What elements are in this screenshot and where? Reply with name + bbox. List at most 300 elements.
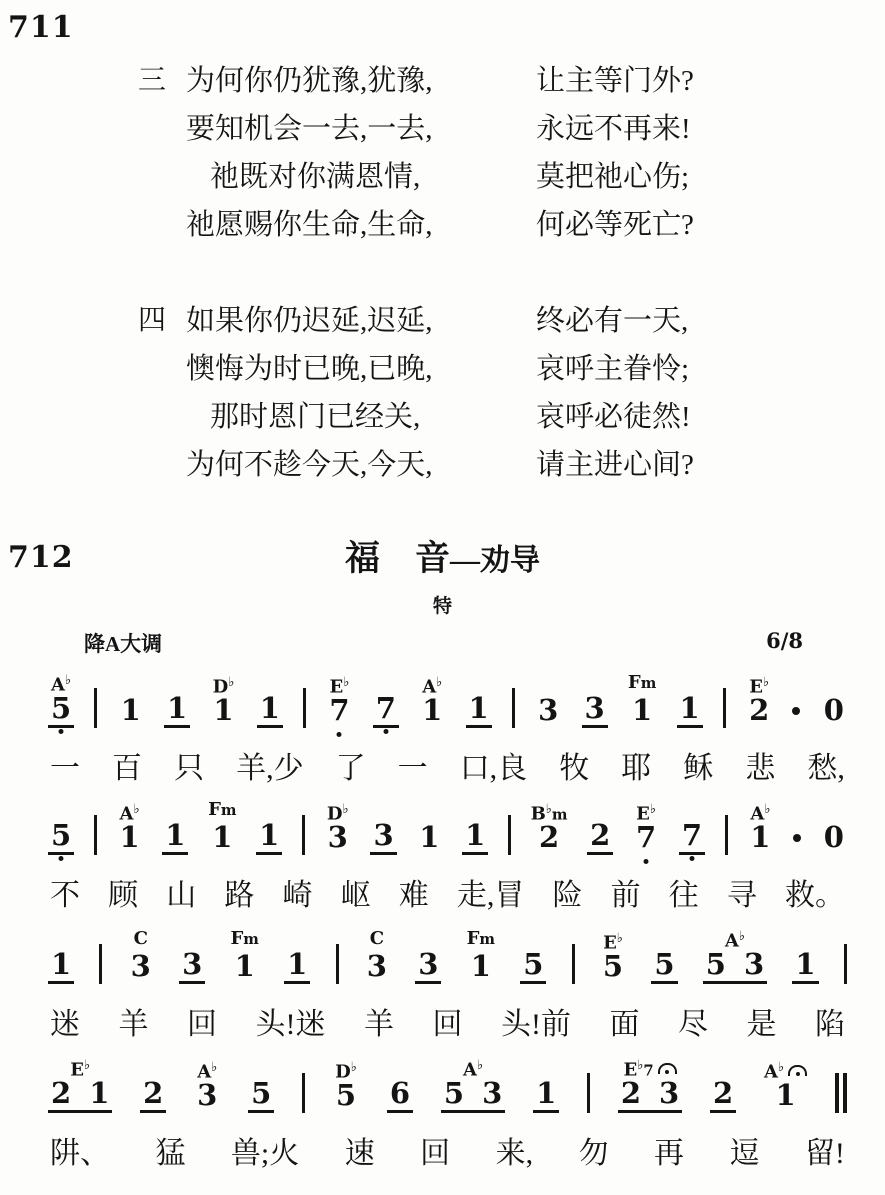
note-digit: 1 (462, 821, 488, 855)
hymn-711-number: 711 (8, 10, 74, 45)
note-digit: 6 (387, 1079, 413, 1113)
note-digit: 3 (659, 1075, 680, 1110)
chord-root: B (530, 802, 546, 824)
chord-label (213, 672, 235, 696)
lyric-syllable: 羊 (364, 1007, 394, 1041)
jianpu-note (140, 1075, 166, 1113)
barline (302, 1073, 305, 1113)
jianpu-note (419, 672, 445, 728)
lyric-syllable: 逗 (729, 1136, 760, 1170)
note-digit: 3 (415, 950, 441, 984)
note-digit: 1 (213, 692, 234, 727)
chord-root: D (212, 675, 229, 697)
lyric-syllable: 救。 (785, 878, 845, 912)
chord-label (197, 1057, 217, 1081)
chord-suffix: m (220, 801, 237, 819)
note-digit: 1 (422, 692, 443, 727)
verse-line (138, 150, 885, 198)
note-digit: 1 (256, 821, 282, 855)
final-barline (835, 1073, 847, 1113)
note-digit: 1 (750, 819, 771, 854)
jianpu-note (231, 928, 259, 984)
jianpu-note (821, 692, 847, 728)
lyric-syllable: 险 (552, 878, 583, 912)
flat-sign-icon: ♭ (342, 801, 349, 817)
chord-root: E (603, 931, 617, 953)
barline (512, 688, 515, 728)
verse-text-right: 永远不再来! (536, 112, 691, 145)
lyric-syllable: 往 (668, 878, 699, 912)
note-digit: 1 (119, 819, 140, 854)
jianpu-note (764, 1057, 807, 1113)
verse-line (138, 390, 885, 438)
barline (725, 815, 728, 855)
lyric-syllable: 口,良 (459, 751, 528, 785)
chord-label (335, 1057, 357, 1081)
chord-root: F (208, 798, 221, 820)
note-digit: 2 (710, 1079, 736, 1113)
chord-label (370, 928, 384, 952)
barline (723, 688, 726, 728)
jianpu-note (257, 690, 283, 728)
lyric-syllable: 头!迷 (255, 1007, 326, 1041)
verse-number: 四 (138, 305, 167, 336)
chord-label (603, 928, 623, 952)
flat-sign-icon: ♭ (83, 1057, 91, 1073)
verse-line (138, 198, 885, 246)
note-digit: 5 (443, 1075, 465, 1110)
verse-text-right: 何必等死亡? (536, 208, 694, 241)
chord-root: A (119, 802, 134, 824)
chord-label (422, 672, 442, 696)
note-digit: 5 (335, 1077, 357, 1112)
flat-sign-icon: ♭ (738, 928, 745, 944)
verse-text-right: 终必有一天, (536, 304, 689, 337)
lyric-syllable: 速 (344, 1136, 375, 1170)
note-digit: 1 (234, 948, 255, 983)
note-digit (618, 1075, 682, 1113)
verse-line (138, 294, 885, 342)
note-digit: 3 (538, 692, 559, 727)
chord-root: D (326, 802, 343, 824)
jianpu-note (256, 817, 282, 855)
lyric-syllable: 头!前 (501, 1007, 571, 1041)
notes-row (48, 926, 847, 984)
note-digit: 3 (482, 1075, 503, 1110)
augmentation-dot-icon (792, 707, 800, 715)
chord-label (51, 670, 71, 694)
chord-label (463, 1055, 483, 1079)
jianpu-note (416, 819, 442, 855)
lyric-syllable: 回 (432, 1007, 463, 1041)
chord-label (231, 928, 259, 952)
lyric-syllable: 面 (609, 1007, 640, 1041)
jianpu-note (531, 799, 568, 855)
lyric-syllable: 再 (654, 1136, 685, 1170)
barline (99, 944, 102, 984)
chord-label (764, 1057, 807, 1081)
verse-text-right: 莫把祂心伤; (536, 160, 690, 193)
lyric-syllable: 耶 (621, 751, 652, 785)
chord-root: A (764, 1060, 778, 1082)
note-digit: 2 (749, 692, 770, 727)
note-digit: 1 (284, 950, 310, 984)
barline (94, 815, 97, 855)
lyric-syllable: 一 (397, 751, 428, 785)
chord-label (628, 672, 656, 696)
jianpu-note (333, 1057, 359, 1113)
note-digit: 3 (366, 948, 387, 983)
chord-root: C (133, 927, 148, 949)
verse-text-left: 祂愿赐你生命,生命, (186, 208, 433, 241)
note-digit (441, 1075, 505, 1113)
flat-sign-icon: ♭ (649, 801, 657, 817)
augmentation-dot-icon (793, 834, 801, 842)
chord-label (327, 799, 349, 823)
barline (572, 944, 575, 984)
notes-row (48, 799, 847, 855)
jianpu-note (179, 946, 205, 984)
flat-sign-icon: ♭ (762, 674, 770, 690)
note-digit: 1 (120, 692, 141, 727)
lyric-syllable: 兽;火 (230, 1136, 300, 1170)
note-digit: 5 (705, 946, 726, 981)
verse-text-left: 为何不趁今天,今天, (186, 448, 433, 481)
lyric-syllable: 羊 (118, 1007, 149, 1041)
key-time-row (84, 628, 803, 658)
verse-text-left: 那时恩门已经关, (210, 400, 421, 433)
chord-label (636, 799, 656, 823)
jianpu-note (284, 946, 310, 984)
chord-root: A (197, 1060, 212, 1082)
jianpu-note (467, 928, 495, 984)
note-digit: 7 (633, 823, 659, 855)
chord-suffix: m (479, 930, 496, 948)
note-digit: 1 (48, 950, 74, 984)
lyric-syllable: 岖 (340, 878, 371, 912)
chord-suffix: m (243, 930, 259, 948)
hymn-712-title (0, 540, 885, 579)
key-signature: 降A大调 (84, 631, 163, 656)
verse-text-left: 要知机会一去,一去, (186, 112, 433, 145)
lyric-syllable: 是 (746, 1007, 777, 1041)
music-system (48, 799, 847, 914)
beamed-note-group (618, 1055, 682, 1113)
verse-text-right: 哀呼必徒然! (536, 400, 691, 433)
chord-root: C (369, 927, 385, 949)
verse-text-left: 为何你仍犹豫,犹豫, (186, 64, 433, 97)
lyric-syllable: 猛 (155, 1136, 186, 1170)
jianpu-note (710, 1075, 736, 1113)
barline (94, 688, 97, 728)
jianpu-note (48, 670, 74, 728)
beamed-note-group (703, 926, 767, 984)
verse-text-right: 哀呼主眷怜; (536, 352, 690, 385)
flat-sign-icon: ♭ (228, 674, 235, 690)
jianpu-note (747, 799, 773, 855)
lyric-syllable: 阱、 (50, 1136, 110, 1170)
lyric-syllable: 不 (50, 878, 80, 912)
note-digit: 3 (130, 948, 151, 983)
chord-suffix: 7 (643, 1061, 654, 1079)
music-system (48, 670, 847, 787)
hymn-712-section (0, 540, 885, 1172)
chord-suffix: m (551, 805, 568, 823)
note-digit: 7 (679, 821, 705, 855)
jianpu-note (677, 690, 703, 728)
jianpu-note (415, 946, 441, 984)
hymn-712-number: 712 (8, 540, 74, 575)
note-digit: 1 (775, 1077, 796, 1112)
chord-label (750, 799, 770, 823)
final-barline-stroke (843, 1073, 847, 1113)
note-digit: 1 (164, 694, 190, 728)
jianpu-note (746, 672, 772, 728)
flat-sign-icon: ♭ (343, 674, 350, 690)
lyric-syllable: 牧 (559, 751, 590, 785)
note-digit (703, 946, 767, 984)
flat-sign-icon: ♭ (477, 1057, 484, 1073)
barline (302, 815, 305, 855)
flat-sign-icon: ♭ (211, 1059, 218, 1075)
note-digit: 2 (587, 821, 613, 855)
chord-label (208, 799, 236, 823)
jianpu-note (533, 1075, 559, 1113)
jianpu-note (520, 946, 546, 984)
jianpu-music-systems (48, 670, 847, 1172)
jianpu-note (651, 946, 677, 984)
note-digit: 2 (51, 1075, 72, 1110)
note-digit: 1 (632, 692, 653, 727)
fermata-icon (788, 1065, 807, 1076)
lyrics-row (48, 870, 847, 914)
lyric-syllable: 悲 (745, 751, 776, 785)
notes-row (48, 670, 847, 728)
lyric-syllable: 来, (495, 1136, 534, 1170)
jianpu-note (633, 799, 659, 855)
verse-text-right: 请主进心间? (536, 448, 694, 481)
lyric-syllable: 顾 (108, 878, 139, 912)
chord-root: E (70, 1058, 84, 1080)
note-digit: 1 (470, 948, 491, 983)
beamed-note-group (441, 1055, 505, 1113)
jianpu-note (326, 672, 352, 728)
verse-line (138, 102, 885, 150)
chord-suffix: m (640, 674, 657, 692)
jianpu-note (466, 690, 492, 728)
lyric-syllable: 尽 (678, 1007, 708, 1041)
jianpu-note (325, 799, 351, 855)
tune-label: 特 (432, 595, 452, 617)
music-system (48, 926, 847, 1043)
chord-root: A (750, 802, 765, 824)
note-digit: 1 (257, 694, 283, 728)
verse-text-left: 祂既对你满恩情, (210, 160, 421, 193)
lyric-syllable: 崎 (282, 878, 313, 912)
jianpu-note (582, 690, 608, 728)
note-digit: 5 (48, 821, 74, 855)
time-signature: 6/8 (766, 627, 803, 653)
lyric-syllable: 难 (398, 878, 429, 912)
note-digit: 2 (538, 819, 560, 854)
chord-label (70, 1055, 90, 1079)
note-digit: 1 (162, 821, 188, 855)
jianpu-note (208, 799, 236, 855)
lyric-syllable: 稣 (683, 751, 714, 785)
lyric-syllable: 山 (166, 878, 197, 912)
jianpu-note (535, 692, 561, 728)
chord-root: E (623, 1058, 638, 1080)
jianpu-note (48, 946, 74, 984)
jianpu-note (210, 672, 236, 728)
note-digit: 3 (743, 946, 765, 981)
chord-root: A (51, 673, 66, 695)
note-digit: 3 (370, 821, 396, 855)
note-digit: 1 (89, 1075, 110, 1110)
jianpu-note (821, 819, 847, 855)
barline (336, 944, 339, 984)
chord-root: F (230, 927, 244, 949)
verse-number: 三 (138, 65, 167, 96)
note-digit: 7 (373, 694, 399, 728)
barline (844, 944, 847, 984)
hymn-title-category: 福 音 (344, 539, 450, 578)
note-digit: 2 (620, 1075, 642, 1110)
jianpu-note (248, 1075, 274, 1113)
note-digit: 3 (179, 950, 205, 984)
flat-sign-icon: ♭ (764, 801, 771, 817)
lyric-syllable: 留! (804, 1136, 845, 1170)
verse-text-left: 如果你仍迟延,迟延, (186, 304, 433, 337)
lyric-syllable: 羊,少 (236, 751, 304, 785)
lyrics-row (48, 743, 847, 787)
music-system (48, 1055, 847, 1172)
note-digit: 1 (792, 950, 818, 984)
jianpu-note (370, 817, 396, 855)
flat-sign-icon: ♭ (637, 1057, 644, 1073)
hymn-title-subcategory: —劝导 (450, 544, 540, 577)
notes-row (48, 1055, 847, 1113)
note-digit: 5 (520, 950, 546, 984)
note-digit: 3 (327, 819, 348, 854)
chord-label (467, 928, 495, 952)
lyric-syllable: 迷 (50, 1007, 80, 1041)
chord-root: A (724, 929, 739, 951)
verse-line (138, 54, 885, 102)
lyric-syllable: 回 (187, 1007, 217, 1041)
chord-label (120, 799, 140, 823)
chord-root: A (463, 1058, 477, 1080)
note-digit: 5 (248, 1079, 274, 1113)
chord-root: D (335, 1060, 351, 1082)
note-digit: 1 (677, 694, 703, 728)
chord-label (330, 672, 350, 696)
lyrics-row (48, 1128, 847, 1172)
verse-block (138, 54, 885, 246)
jianpu-note (162, 817, 188, 855)
note-digit: 3 (582, 694, 608, 728)
lyric-syllable: 路 (224, 878, 255, 912)
lyric-syllable: 一 (50, 751, 80, 785)
lyric-syllable: 走,冒 (456, 878, 525, 912)
flat-sign-icon: ♭ (133, 801, 140, 817)
lyric-syllable: 回 (420, 1136, 451, 1170)
note-digit: 1 (466, 694, 492, 728)
jianpu-note (462, 817, 488, 855)
note-digit: 2 (140, 1079, 166, 1113)
lyric-syllable: 前 (610, 878, 641, 912)
flat-sign-icon: ♭ (616, 930, 623, 946)
jianpu-note (373, 690, 399, 728)
note-digit: 3 (197, 1077, 218, 1112)
jianpu-note (48, 817, 74, 855)
barline (508, 815, 511, 855)
lyric-syllable: 寻 (726, 878, 757, 912)
lyrics-row (48, 999, 847, 1043)
flat-sign-icon: ♭ (350, 1059, 357, 1075)
flat-sign-icon: ♭ (545, 801, 552, 817)
jianpu-note (792, 946, 818, 984)
verse-line (138, 342, 885, 390)
beamed-note-group (48, 1055, 112, 1113)
lyric-syllable: 陷 (815, 1007, 845, 1041)
chord-label (531, 799, 568, 823)
note-digit: 5 (48, 694, 74, 728)
flat-sign-icon: ♭ (777, 1059, 785, 1075)
jianpu-note (164, 690, 190, 728)
chord-root: E (329, 675, 344, 697)
note-digit: 0 (823, 692, 844, 727)
note-digit: 5 (602, 948, 624, 983)
verse-text-left: 懊悔为时已晚,已晚, (186, 352, 433, 385)
barline (587, 1073, 590, 1113)
note-digit (48, 1075, 112, 1113)
chord-label (725, 926, 745, 950)
note-digit: 0 (823, 819, 844, 854)
chord-label (749, 672, 769, 696)
jianpu-note (628, 672, 656, 728)
barline (303, 688, 306, 728)
note-digit: 7 (326, 696, 352, 728)
fermata-icon (658, 1063, 677, 1074)
jianpu-note (116, 799, 142, 855)
jianpu-note (587, 817, 613, 855)
flat-sign-icon: ♭ (65, 672, 72, 688)
chord-root: E (749, 675, 763, 697)
jianpu-note (194, 1057, 220, 1113)
jianpu-note (679, 817, 705, 855)
lyric-syllable: 了 (335, 751, 366, 785)
chord-label (134, 928, 148, 952)
jianpu-note (364, 928, 390, 984)
chord-root: F (627, 671, 641, 693)
jianpu-note (600, 928, 626, 984)
chord-root: A (422, 675, 437, 697)
chord-root: E (636, 802, 650, 824)
verse-block (138, 294, 885, 486)
jianpu-note (118, 692, 144, 728)
verse-line (138, 438, 885, 486)
lyric-syllable: 愁, (807, 751, 845, 785)
chord-root: F (466, 927, 480, 949)
final-barline-stroke (835, 1073, 839, 1113)
jianpu-note (387, 1075, 413, 1113)
note-digit: 5 (651, 950, 677, 984)
verse-text-right: 让主等门外? (536, 64, 694, 97)
flat-sign-icon: ♭ (436, 674, 443, 690)
lyric-syllable: 勿 (578, 1136, 609, 1170)
lyric-syllable: 百 (112, 751, 143, 785)
